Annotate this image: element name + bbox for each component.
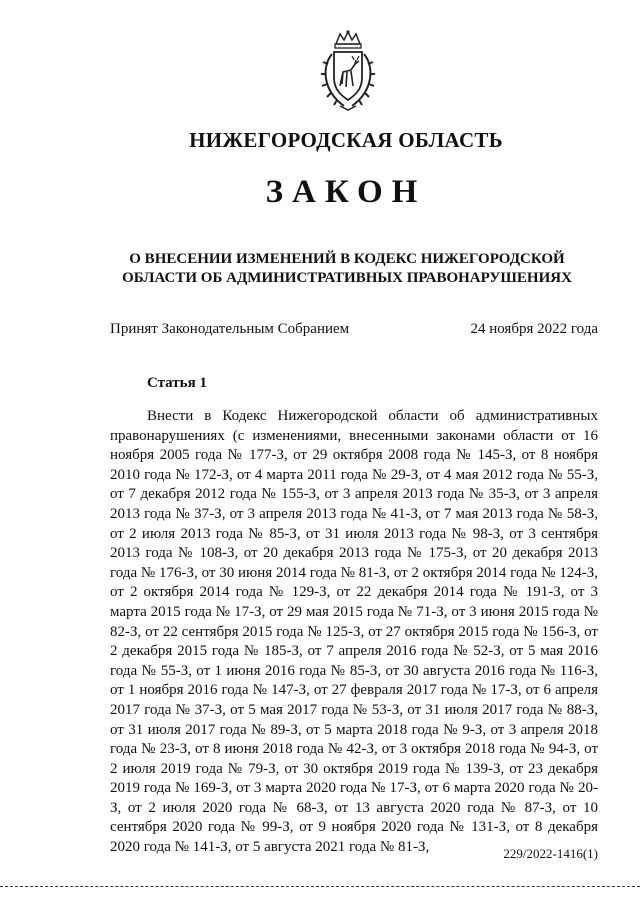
- document-code: 229/2022-1416(1): [503, 846, 598, 861]
- region-name: НИЖЕГОРОДСКАЯ ОБЛАСТЬ: [189, 128, 503, 152]
- article-body: Внести в Кодекс Нижегородской области об административных правонарушениях (с изменениями, внесенными законами области от 16 ноября 2005 года № 177-З, от 29 октября 2008 года № 145-З, от 8 ноября 2010 года № 172-З, от 4 марта 2011 года № 29-З, от 4 мая 2012 года № 55-З, от 7 декабря 2012 года № 155-З, от 3 апреля 2013 года № 35-З, от 3 апреля 2013 года № 37-З, от 3 апреля 2013 года № 41-З, от 7 мая 2013 года № 58-З, от 2 июля 2013 года № 85-З, от 31 июля 2013 года № 98-З, от 3 сентября 2013 года № 108-З, от 20 декабря 2013 года № 175-З, от 20 декабря 2013 года № 176-З, от 30 июня 2014 года № 81-З, от 2 октября 2014 года № 124-З, от 2 октября 2014 года № 129-З, от 22 декабря 2014 года № 191-З, от 3 марта 2015 года № 17-З, от 29 мая 2015 года № 71-З, от 3 июня 2015 года № 82-З, от 22 сентября 2015 года № 125-З, от 27 октября 2015 года № 156-З, от 2 декабря 2015 года № 185-З, от 7 апреля 2016 года № 52-З, от 5 мая 2016 года № 55-З, от 1 июня 2016 года № 85-З, от 30 августа 2016 года № 116-З, от 1 ноября 2016 года № 147-З, от 27 февраля 2017 года № 17-З, от 6 апреля 2017 года № 37-З, от 5 мая 2017 года № 53-З, от 31 июля 2017 года № 88-З, от 31 июля 2017 года № 89-З, от 5 марта 2018 года № 9-З, от 3 апреля 2018 года № 23-З, от 8 июня 2018 года № 42-З, от 3 октября 2018 года № 94-З, от 2 июля 2019 года № 79-З, от 30 октября 2019 года № 139-З, от 23 декабря 2019 года № 169-З, от 3 марта 2020 года № 17-З, от 6 марта 2020 года № 20-З, от 2 июля 2020 года № 68-З, от 13 августа 2020 года № 87-З, от 10 сентября 2020 года № 99-З, от 9 ноября 2020 года № 131-З, от 8 декабря 2020 года № 141-З, от 5 августа 2021 года № 81-З,: [110, 408, 598, 856]
- coat-of-arms-icon: [318, 30, 378, 112]
- page-edge-divider: [0, 886, 640, 887]
- adoption-date: 24 ноября 2022 года: [470, 321, 598, 337]
- document-title-line-2: ОБЛАСТИ ОБ АДМИНИСТРАТИВНЫХ ПРАВОНАРУШЕНИЯХ: [122, 270, 572, 286]
- document-type: ЗАКОН: [265, 174, 427, 210]
- article-heading: Статья 1: [147, 375, 207, 391]
- document-title: [110, 250, 584, 288]
- adopted-by: Принят Законодательным Собранием: [110, 321, 350, 337]
- document-title-line-1: О ВНЕСЕНИИ ИЗМЕНЕНИЙ В КОДЕКС НИЖЕГОРОДСКОЙ: [129, 251, 565, 267]
